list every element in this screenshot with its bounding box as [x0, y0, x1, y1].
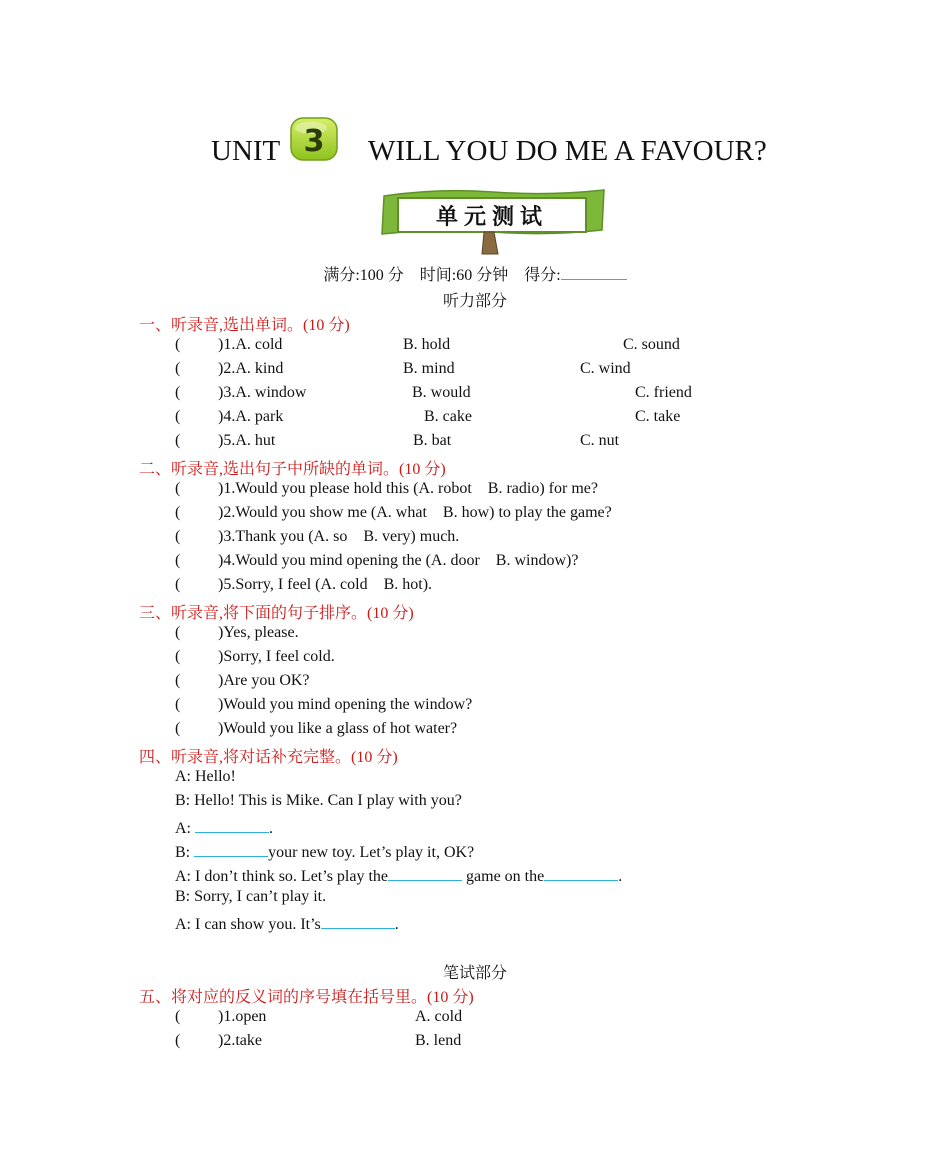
dialog-line-3: A: .	[175, 816, 273, 838]
answer-blank[interactable]	[321, 912, 395, 929]
s1-q1-c: C. sound	[623, 336, 680, 353]
s3-item4: )Would you mind opening the window?	[218, 696, 473, 713]
s1-q2: )2.A. kind	[218, 360, 284, 377]
s1-q4-c: C. take	[635, 408, 681, 425]
title-text: WILL YOU DO ME A FAVOUR?	[368, 135, 767, 167]
s5-q1: )1.open	[218, 1008, 267, 1025]
s2-q1: )1.Would you please hold this (A. robot B. radio) for me?	[218, 480, 598, 497]
paren[interactable]: (	[175, 336, 181, 353]
writing-heading: 笔试部分	[442, 965, 507, 982]
paren[interactable]: (	[175, 696, 181, 713]
paren[interactable]: (	[175, 720, 181, 737]
section-1-heading: 一、听录音,选出单词。(10 分)	[139, 317, 350, 334]
listening-heading: 听力部分	[442, 293, 507, 310]
s2-q2: )2.Would you show me (A. what B. how) to play the game?	[218, 504, 612, 521]
s1-q3-b: B. would	[412, 384, 471, 401]
unit-number: 3	[303, 124, 325, 159]
answer-blank[interactable]	[195, 816, 269, 833]
s2-q5: )5.Sorry, I feel (A. cold B. hot).	[218, 576, 433, 593]
s1-q3-c: C. friend	[635, 384, 692, 401]
s5-q1-opt: A. cold	[415, 1008, 463, 1025]
full-score: 满分:100 分	[323, 267, 404, 284]
paren[interactable]: (	[175, 432, 181, 449]
s1-q1-b: B. hold	[403, 336, 451, 353]
paren[interactable]: (	[175, 360, 181, 377]
s1-q5-c: C. nut	[580, 432, 620, 449]
dialog-line-7: A: I can show you. It’s .	[175, 912, 399, 934]
exam-meta	[0, 262, 950, 285]
s2-q3: )3.Thank you (A. so B. very) much.	[218, 528, 460, 545]
s1-q1: )1.A. cold	[218, 336, 283, 353]
s2-q4: )4.Would you mind opening the (A. door B. window)?	[218, 552, 579, 569]
title	[0, 112, 950, 172]
paren[interactable]: (	[175, 552, 181, 569]
paren[interactable]: (	[175, 408, 181, 425]
s1-q4: )4.A. park	[218, 408, 284, 425]
section-4-heading: 四、听录音,将对话补充完整。(10 分)	[139, 749, 398, 766]
s5-q2-opt: B. lend	[415, 1032, 462, 1049]
s3-item3: )Are you OK?	[218, 672, 310, 689]
score-label: 得分:	[524, 267, 561, 284]
paren[interactable]: (	[175, 384, 181, 401]
paren[interactable]: (	[175, 480, 181, 497]
dialog-line-5: A: I don’t think so. Let’s play the game on the .	[175, 864, 622, 886]
exam-time: 时间:60 分钟	[419, 267, 509, 284]
paren[interactable]: (	[175, 528, 181, 545]
s1-q3: )3.A. window	[218, 384, 307, 401]
dialog-line-6: B: Sorry, I can’t play it.	[175, 888, 327, 905]
paren[interactable]: (	[175, 624, 181, 641]
unit-test-banner	[378, 186, 608, 258]
section-5-heading: 五、将对应的反义词的序号填在括号里。(10 分)	[139, 989, 474, 1006]
paren[interactable]: (	[175, 672, 181, 689]
s3-item1: )Yes, please.	[218, 624, 299, 641]
answer-blank[interactable]	[194, 840, 268, 857]
answer-blank[interactable]	[388, 864, 462, 881]
paren[interactable]: (	[175, 1008, 181, 1025]
dialog-line-2: B: Hello! This is Mike. Can I play with you?	[175, 792, 462, 809]
s1-q4-b: B. cake	[424, 408, 472, 425]
section-2-heading: 二、听录音,选出句子中所缺的单词。(10 分)	[139, 461, 446, 478]
s1-q2-b: B. mind	[403, 360, 455, 377]
title-unit: UNIT	[211, 135, 281, 167]
section-3-heading: 三、听录音,将下面的句子排序。(10 分)	[139, 605, 414, 622]
s1-q5-b: B. bat	[413, 432, 452, 449]
s5-q2: )2.take	[218, 1032, 262, 1049]
s1-q2-c: C. wind	[580, 360, 631, 377]
paren[interactable]: (	[175, 1032, 181, 1049]
answer-blank[interactable]	[544, 864, 618, 881]
banner-text: 单元测试	[435, 205, 549, 230]
dialog-line-4: B: your new toy. Let’s play it, OK?	[175, 840, 474, 862]
paren[interactable]: (	[175, 648, 181, 665]
s3-item5: )Would you like a glass of hot water?	[218, 720, 458, 737]
s1-q5: )5.A. hut	[218, 432, 276, 449]
dialog-line-1: A: Hello!	[175, 768, 236, 785]
unit-number-badge	[289, 116, 339, 162]
paren[interactable]: (	[175, 504, 181, 521]
paren[interactable]: (	[175, 576, 181, 593]
score-blank[interactable]	[561, 263, 627, 280]
s3-item2: )Sorry, I feel cold.	[218, 648, 335, 665]
